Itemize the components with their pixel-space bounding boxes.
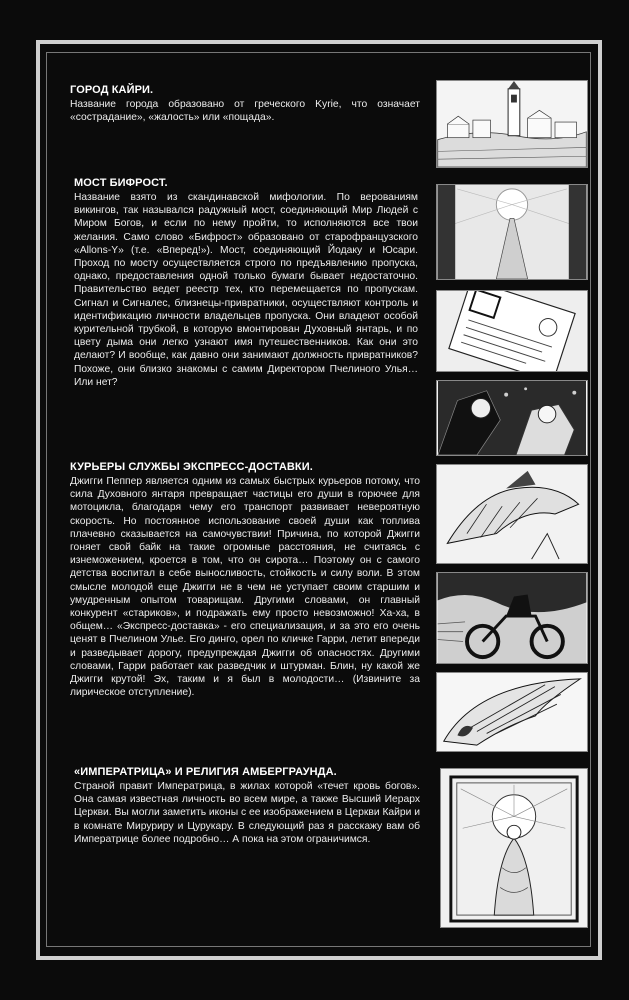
section-body: Страной правит Императрица, в жилах которой «течет кровь богов». Она самая известная личность во всем мире, а также Высший Иерарх Церкви. Вы могли заметить иконы с ее изображением в Церкви Кайри и в комнате Мируриру и Цурукару. В следующий раз я расскажу вам об Императрице более подробно… А пока на этом ограничимся.: [74, 781, 421, 845]
section-title: «ИМПЕРАТРИЦА» И РЕЛИГИЯ АМБЕРГРАУНДА.: [74, 766, 337, 778]
section-bifrost: [74, 177, 418, 389]
bifrost-bridge-illustration: [436, 184, 588, 280]
section-body: Название города образовано от греческого Kyrie, что означает «сострадание», «жалость» или «пощада».: [70, 99, 420, 124]
section-body: Джигги Пеппер является одним из самых быстрых курьеров потому, что сила Духовного янтаря превращает частицы его души в горючее для мотоцикла, благодаря чему его транспорт развивает невероятную скорость. Но постоянное использование своей души как топлива плачевно сказывается на самочувствии! Причина, по которой Джигги гоняет свой байк на такие огромные расстояния, не считаясь с изнеможением, кроется в том, что он сирота… Поэтому он с самого детства воспитал в себе выносливость, стойкость и силу воли. В этом смысле молодой еще Джигги не в чем не уступает своим старшим и умудренным опытом товарищам. Другими словами, он главный конкурент «стариков», и подражать ему просто невозможно! Ха-ха, в общем… «Экспресс-доставка» - его специализация, и за это его очень ценят в Пчелином Улье. Его динго, орел по кличке Гарри, летит впереди и разведывает дорогу, предупреждая Джигги об опасностях. Другими словами, Гарри работает как разведчик и штурман. Блин, ну какой же Джигги крутой! Эх, таким и я был в молодости… (Извините за лирическое отступление).: [70, 476, 420, 699]
eagle-wing-illustration: [436, 672, 588, 752]
pass-document-illustration: [436, 290, 588, 372]
section-title: КУРЬЕРЫ СЛУЖБЫ ЭКСПРЕСС-ДОСТАВКИ.: [70, 461, 313, 473]
section-body: Название взято из скандинавской мифологии. По верованиям викингов, так назывался радужный мост, соединяющий Мир Людей с Миром Богов, и если по нему пройти, то исполняются все твои желания. Само слово «Бифрост» образовано от старофранцузского «Allons-Y» (т.е. «Вперед!»). Мост, соединяющий Йодаку и Юсари. Проход по мосту осуществляется строго по предъявлению пропуска, однако, предоставления одной только бумаги бывает недостаточно. Правительство ведет реестр тех, кто перемещается по пропускам. Сигнал и Сигналес, близнецы-привратники, осуществляют контроль и идентификацию личности владельцев пропуска. Они владеют особой курительной трубкой, в которую вмонтирован Духовный янтарь, и по цвету дыма они легко узнают имя путешественников. Как они это делают? И вообще, как давно они занимают должность привратников? Похоже, они близко знакомы с самим Директором Пчелиного Улья… Или нет?: [74, 192, 418, 388]
motorcycle-illustration: [436, 572, 588, 664]
empress-icon-illustration: [440, 768, 588, 928]
dingo-eagle-illustration: [436, 464, 588, 564]
gatekeepers-illustration: [436, 380, 588, 456]
section-express-delivery: [70, 461, 420, 699]
section-empress: [74, 766, 420, 846]
section-title: ГОРОД КАЙРИ.: [70, 84, 154, 96]
town-kairi-illustration: [436, 80, 588, 168]
section-kairi: [70, 84, 420, 124]
section-title: МОСТ БИФРОСТ.: [74, 177, 168, 189]
